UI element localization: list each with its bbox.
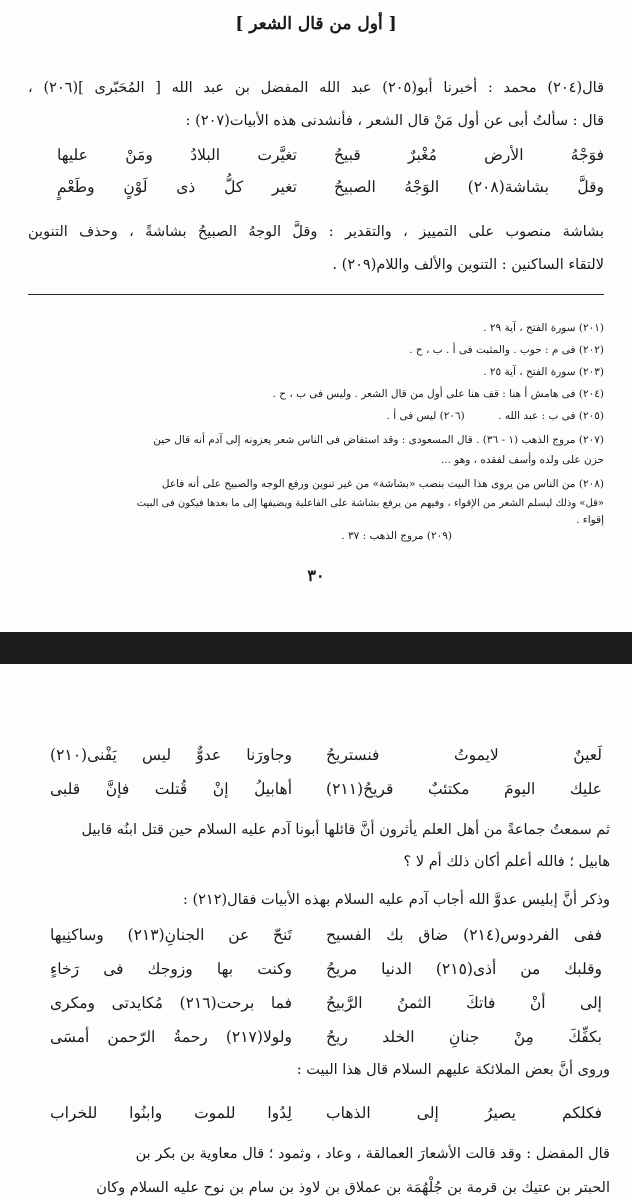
body-line: قال المفضل : وقد قالت الأشعارَ العمالقة ، وعاد ، وثمود ؛ قال معاوية بن بكر بن <box>135 1146 610 1162</box>
verse-first-hemistich: تغيَّرت البلادُ ومَنْ عليها <box>57 146 297 164</box>
footnote: (٢٠٩) مروج الذهب : ٣٧ . <box>341 530 452 542</box>
verse-second-hemistich: لَعينٌ لايموتُ فنستريحُ <box>326 746 602 764</box>
body-line: بشاشة منصوب على التمييز ، والتقدير : وقلَّ الوجهُ الصبيحُ بشاشةً ، وحذف التنوين <box>28 224 604 240</box>
footnote: (٢٠٢) فى م : حوب . والمثبت فى أ . ب ، ح . <box>409 344 604 356</box>
verse-first-hemistich: تَنحّ عن الجنانِ(٢١٣) وساكنِيها <box>50 926 292 944</box>
body-line: قال(٢٠٤) محمد : أخبرنا أبو(٢٠٥) عبد الله المفضل بن عبد الله [ المُحَبّرى ](٢٠٦) ، <box>28 80 604 96</box>
footnote: «قل» وذلك ليسلم الشعر من الإقواء ، وفيهم من يرفع بشاشة على الفاعلية ويضيفها إلى ما بعدها فيكون فى البيت <box>136 498 604 509</box>
verse-second-hemistich: إلى أنْ فاتكَ الثمنُ الرَّبيحُ <box>326 994 602 1012</box>
footnote: (٢٠١) سورة الفتح ، آية ٢٩ . <box>483 322 604 334</box>
verse-second-hemistich: عليك اليومَ مكتئبٌ قريحُ(٢١١) <box>326 780 602 798</box>
body-line: وذكر أنَّ إبليس عدوَّ الله أجاب آدم عليه السلام بهذه الأبيات فقال(٢١٢) : <box>182 892 610 908</box>
body-line: لالتقاء الساكنين : التنوين والألف واللام(٢٠٩) . <box>332 257 604 273</box>
verse-second-hemistich: وقلَّ بشاشة(٢٠٨) الوَجْهُ الصبيحُ <box>334 178 604 196</box>
verse-second-hemistich: فكلكم يصيرُ إلى الذهاب <box>326 1104 602 1122</box>
body-line: الحبتر بن عتيك بن قرمة بن جُلْهُمَة بن عملاق بن لاوذ بن سام بن نوح عليه السلام وكان <box>96 1180 610 1196</box>
verse-first-hemistich: أهابيلُ إنْ قُتلت فإنَّ قلبى <box>50 780 292 798</box>
verse-second-hemistich: فوَجْهُ الأرض مُغْبرٌ قبيحُ <box>334 146 604 164</box>
verse-first-hemistich: وكنت بها وزوجك فى رَخاءٍ <box>50 960 292 978</box>
verse-first-hemistich: لِدُوا للموت وابنُوا للخراب <box>50 1104 292 1122</box>
verse-second-hemistich: بكفِّكَ مِنْ جنانِ الخلد ريحُ <box>326 1028 602 1046</box>
footnote: (٢٠٣) سورة الفتح ، آية ٢٥ . <box>483 366 604 378</box>
verse-first-hemistich: فما برحت(٢١٦) مُكايدتى ومكرى <box>50 994 292 1012</box>
body-line: وروى أنَّ بعض الملائكة عليهم السلام قال هذا البيت : <box>296 1062 610 1078</box>
verse-first-hemistich: وجاورَنا عدوٌّ ليس يَفْنى(٢١٠) <box>50 746 292 764</box>
verse-first-hemistich: تغير كلُّ ذى لَوْنٍ وطَعْمٍ <box>57 178 297 196</box>
body-line: قال : سألتُ أبى عن أول مَنْ قال الشعر ، فأنشدنى هذه الأبيات(٢٠٧) : <box>185 113 604 129</box>
body-line: ثم سمعتُ جماعةً من أهل العلم يأثرون أنَّ قائلها أبونا آدم عليه السلام حين قتل ابنُه قابيل <box>81 822 610 838</box>
footnote: (٢٠٥) فى ب : عبد الله . (٢٠٦) ليس فى أ . <box>386 410 604 422</box>
page-divider <box>0 632 632 664</box>
verse-second-hemistich: وقلبك من أذى(٢١٥) الدنيا مريحُ <box>326 960 602 978</box>
body-line: هابيل ؛ فالله أعلم أكان ذلك أم لا ؟ <box>403 854 610 870</box>
footnote: (٢٠٧) مروج الذهب (١ - ٣٦) . قال المسعودى : وقد استفاض فى الناس شعر يعزونه إلى آدم أنه قال حين <box>153 434 604 446</box>
footnote: (٢٠٨) من الناس من يروى هذا البيت بنصب «بشاشة» من غير تنوين ورفع الوجه والصبيح على أنه فاعل <box>161 478 604 490</box>
verse-second-hemistich: ففى الفردوس(٢١٤) ضاق بك الفسيح <box>326 926 603 944</box>
footnote-rule <box>28 294 604 295</box>
section-title: [ أول من قال الشعر ] <box>235 14 397 34</box>
page-bottom <box>0 664 632 1200</box>
footnote: حزن على ولده وأسف لفقده ، وهو ... <box>440 454 604 466</box>
verse-first-hemistich: ولولا(٢١٧) رحمةُ الرّحمن أمسَى <box>50 1028 292 1046</box>
page-number: ٣٠ <box>307 566 325 585</box>
footnote: إقواء . <box>576 514 604 526</box>
footnote: (٢٠٤) فى هامش أ هنا : قف هنا على أول من قال الشعر . وليس فى ب ، ح . <box>272 388 604 400</box>
